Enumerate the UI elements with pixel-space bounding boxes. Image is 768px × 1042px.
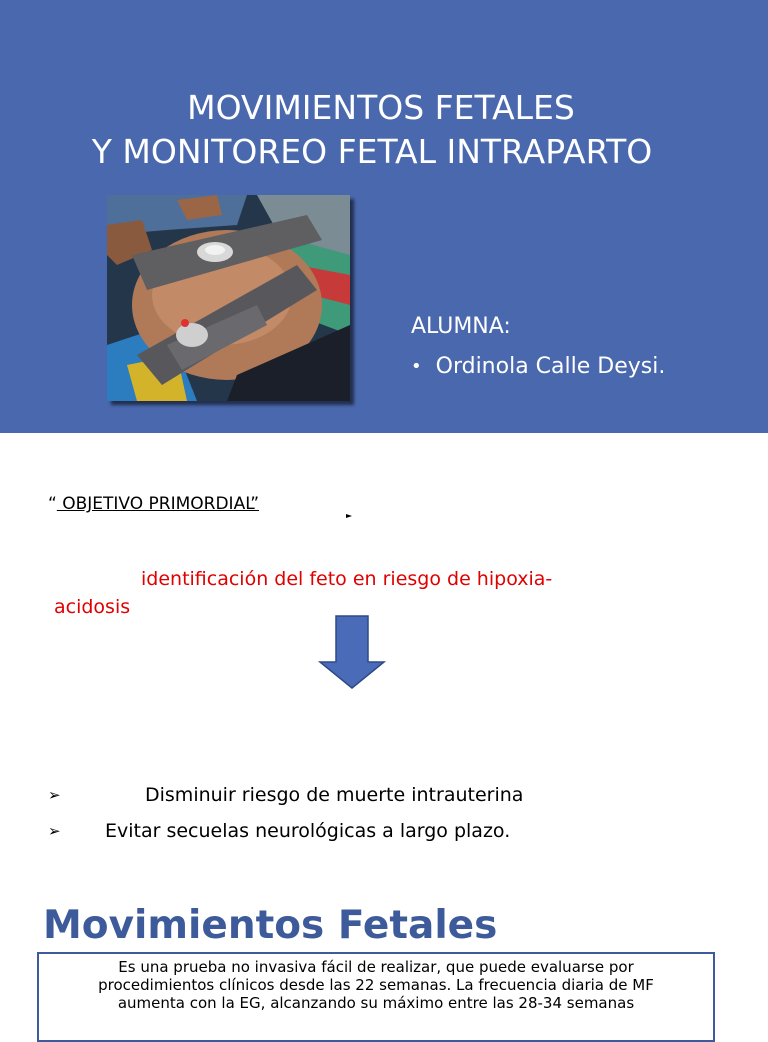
slide-title	[0, 86, 768, 174]
arrow-bullet-icon: ➢	[48, 822, 61, 840]
alumna-name-item	[411, 354, 665, 379]
down-arrow-icon	[318, 615, 386, 690]
info-box	[37, 952, 715, 1042]
alumna-label: ALUMNA:	[411, 314, 511, 339]
objective-heading	[48, 494, 259, 514]
title-slide	[0, 0, 768, 433]
objective-bullet-1	[48, 782, 648, 808]
objective-open-quote: “	[48, 494, 57, 514]
info-line-1: Es una prueba no invasiva fácil de realizar, que puede evaluarse por	[118, 958, 634, 976]
section-title: Movimientos Fetales	[43, 903, 498, 948]
objective-text: OBJETIVO PRIMORDIAL”	[56, 494, 260, 514]
objective-bullet-text-1: Disminuir riesgo de muerte intrauterina	[145, 784, 524, 806]
slide-title-line2: Y MONITOREO FETAL INTRAPARTO	[91, 132, 653, 171]
fetal-monitor-photo-illustration	[107, 195, 350, 401]
bullet-dot-icon: •	[411, 356, 422, 377]
alumna-name: Ordinola Calle Deysi.	[435, 354, 666, 379]
highlight-line-1: identificación del feto en riesgo de hipoxia-	[141, 568, 553, 590]
objective-bullet-text-2: Evitar secuelas neurológicas a largo plazo.	[105, 820, 511, 842]
fetal-monitor-photo	[107, 195, 350, 401]
small-arrowhead-icon	[346, 514, 352, 518]
info-line-3: aumenta con la EG, alcanzando su máximo entre las 28-34 semanas	[117, 994, 635, 1012]
highlight-line-2: acidosis	[54, 596, 131, 618]
info-line-2: procedimientos clínicos desde las 22 semanas. La frecuencia diaria de MF	[98, 976, 654, 994]
slide-title-line1: MOVIMIENTOS FETALES	[187, 88, 575, 127]
arrow-bullet-icon: ➢	[48, 786, 61, 804]
objective-bullet-2	[48, 818, 648, 844]
